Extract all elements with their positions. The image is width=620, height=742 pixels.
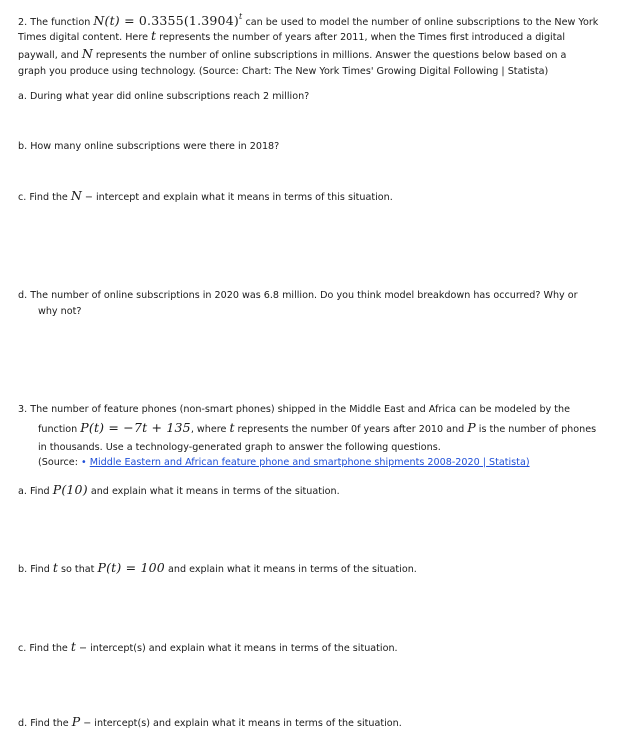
statista-source-link[interactable]: Middle Eastern and African feature phone and smartphone shipments 2008-2020 | Statista) [89, 457, 530, 468]
var-n: N [81, 46, 93, 61]
q2-func: $N(t) = 0.3355(1.3904)^t$ [93, 12, 243, 28]
q2-part-c: c. Find the N − intercept and explain what it means in terms of this situation. [18, 188, 393, 203]
bullet-icon: • [81, 457, 87, 468]
q2-text: 2. The function [18, 17, 91, 28]
q2-part-b: b. How many online subscriptions were there in 2018? [18, 141, 280, 152]
q2-part-a: a. During what year did online subscriptions reach 2 million? [18, 91, 310, 102]
q3-part-b: b. Find t so that P(t) = 100 and explain what it means in terms of the situation. [18, 560, 417, 575]
q3-line-1: 3. The number of feature phones (non-smart phones) shipped in the Middle East and Africa can be modeled by the [18, 404, 571, 415]
q3-part-c: c. Find the t − intercept(s) and explain what it means in terms of the situation. [18, 639, 398, 654]
q2-line-3: paywall, and N represents the number of online subscriptions in millions. Answer the questions below based on a [18, 46, 567, 61]
q3-line-2: function P(t) = −7t + 135, where t represents the number 0f years after 2010 and P is the number of phones [38, 420, 597, 435]
q2-part-d-cont: why not? [38, 306, 82, 317]
q2-text: can be used to model the number of online subscriptions to the New York [245, 17, 599, 28]
q3-line-3: in thousands. Use a technology-generated graph to answer the following questions. [38, 442, 441, 453]
q2-line-4: graph you produce using technology. (Source: Chart: The New York Times' Growing Digital Following | Statista) [18, 66, 549, 77]
var-t: t [151, 28, 157, 43]
q3-part-d: d. Find the P − intercept(s) and explain what it means in terms of the situation. [18, 714, 402, 729]
q3-source: (Source: • Middle Eastern and African feature phone and smartphone shipments 2008-2020 | Statista) [38, 457, 530, 468]
q2-part-d: d. The number of online subscriptions in 2020 was 6.8 million. Do you think model breakdown has occurred? Why or [18, 290, 578, 301]
q3-part-a: a. Find P(10) and explain what it means in terms of the situation. [18, 482, 340, 497]
q3-func: P(t) = −7t + 135 [80, 420, 191, 435]
q2-line-2: Times digital content. Here t represents the number of years after 2011, when the Times first introduced a digital [18, 28, 566, 43]
